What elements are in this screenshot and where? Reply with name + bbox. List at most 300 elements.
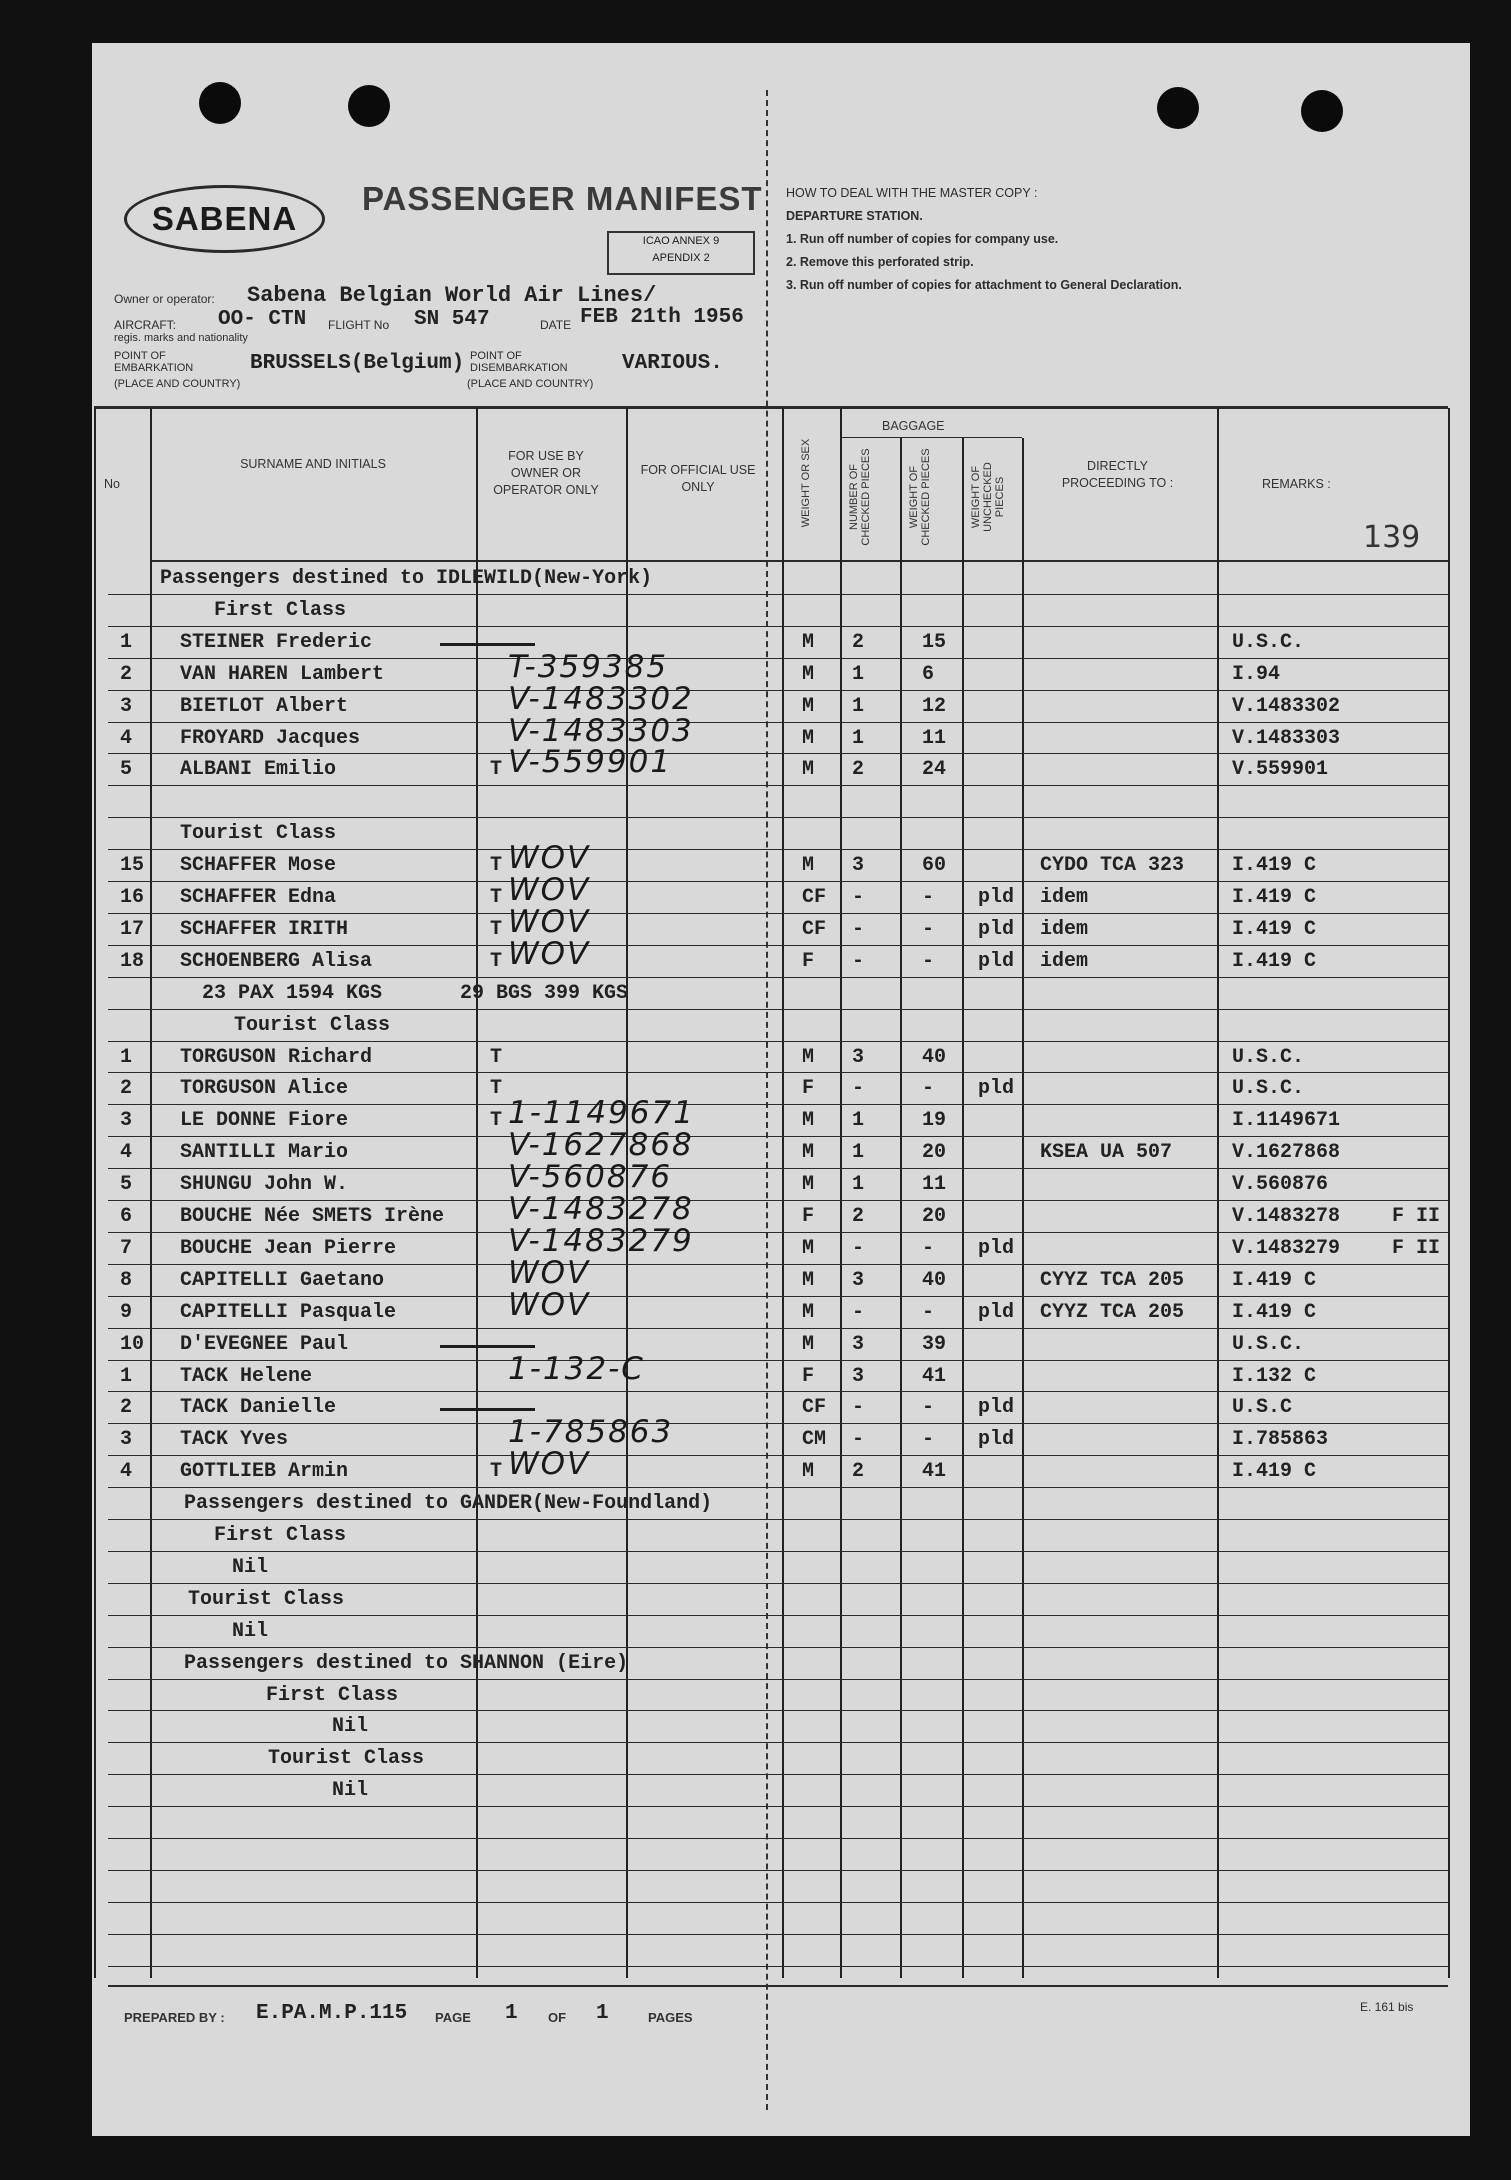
row-rule	[108, 817, 1448, 818]
bag-weight: 12	[922, 695, 947, 718]
baggage-divider	[840, 437, 1022, 438]
passenger-name: SANTILLI Mario	[180, 1141, 349, 1164]
passenger-name: SCHOENBERG Alisa	[180, 950, 373, 973]
bag-weight: -	[922, 1077, 935, 1100]
row-rule	[108, 1647, 1448, 1648]
weight-or-sex: CF	[802, 918, 827, 941]
row-number: 4	[120, 1460, 133, 1483]
row-rule	[108, 1360, 1448, 1361]
passenger-name: TACK Helene	[180, 1365, 313, 1388]
instructions-step-3: 3. Run off number of copies for attachment to General Declaration.	[786, 278, 1182, 292]
page-label: PAGE	[435, 2010, 471, 2025]
bag-weight: 6	[922, 663, 935, 686]
owner-handwritten: WOV	[508, 1446, 591, 1482]
dash-stroke	[440, 643, 535, 646]
row-rule	[108, 1455, 1448, 1456]
weight-or-sex: M	[802, 1109, 815, 1132]
bag-weight: 41	[922, 1365, 947, 1388]
remarks: I.785863	[1232, 1428, 1329, 1451]
regis-label: regis. marks and nationality	[114, 332, 248, 344]
bag-number: 3	[852, 1365, 865, 1388]
row-rule	[108, 1583, 1448, 1584]
disembark-value: VARIOUS.	[622, 352, 723, 375]
of-label: OF	[548, 2010, 567, 2025]
bag-number: -	[852, 918, 865, 941]
row-rule	[108, 1615, 1448, 1616]
bag-number: 2	[852, 1460, 865, 1483]
owner-handwritten: V-1483303	[508, 713, 694, 749]
passenger-name: BOUCHE Jean Pierre	[180, 1237, 397, 1260]
remarks: V.559901	[1232, 758, 1329, 781]
passenger-name: TORGUSON Alice	[180, 1077, 349, 1100]
bag-weight: 60	[922, 854, 947, 877]
row-rule	[108, 913, 1448, 914]
remarks: I.419 C	[1232, 1269, 1317, 1292]
remarks: U.S.C.	[1232, 1077, 1305, 1100]
passenger-name: FROYARD Jacques	[180, 727, 361, 750]
remarks: I.94	[1232, 663, 1281, 686]
row-rule	[108, 1838, 1448, 1839]
row-number: 3	[120, 695, 133, 718]
section-label: Nil	[332, 1779, 369, 1802]
passenger-name: TACK Danielle	[180, 1396, 337, 1419]
date-value: FEB 21th 1956	[580, 306, 744, 329]
bag-unchecked: pld	[978, 1428, 1015, 1451]
weight-or-sex: M	[802, 663, 815, 686]
weight-or-sex: M	[802, 1173, 815, 1196]
weight-or-sex: M	[802, 1333, 815, 1356]
icao-annex: ICAO ANNEX 9	[642, 235, 720, 247]
remarks-extra: F II	[1392, 1205, 1441, 1228]
section-label: Tourist Class	[188, 1588, 345, 1611]
passenger-name: SHUNGU John W.	[180, 1173, 349, 1196]
row-number: 9	[120, 1301, 133, 1324]
col-official: FOR OFFICIAL USE ONLY	[640, 463, 756, 494]
section-label: Tourist Class	[234, 1014, 391, 1037]
row-number: 6	[120, 1205, 133, 1228]
bag-number: -	[852, 1301, 865, 1324]
remarks: I.419 C	[1232, 854, 1317, 877]
page-value: 1	[505, 2002, 518, 2025]
owner-handwritten: V-1483278	[508, 1191, 694, 1227]
row-rule	[108, 1742, 1448, 1743]
bag-weight: -	[922, 918, 935, 941]
remarks: V.1483278	[1232, 1205, 1341, 1228]
row-number: 3	[120, 1428, 133, 1451]
owner-handwritten: V-1483302	[508, 681, 694, 717]
instructions	[786, 182, 1182, 297]
weight-or-sex: F	[802, 950, 815, 973]
col-bag-number: NUMBER OF CHECKED PIECES	[848, 448, 872, 546]
page-title: PASSENGER MANIFEST	[362, 180, 763, 217]
bag-number: 2	[852, 631, 865, 654]
bag-number: 2	[852, 1205, 865, 1228]
owner-handwritten: WOV	[508, 1255, 591, 1291]
row-rule	[108, 1391, 1448, 1392]
bag-weight: 40	[922, 1269, 947, 1292]
weight-or-sex: M	[802, 727, 815, 750]
bag-unchecked: pld	[978, 1237, 1015, 1260]
remarks: I.419 C	[1232, 918, 1317, 941]
remarks: I.419 C	[1232, 1301, 1317, 1324]
weight-or-sex: M	[802, 1046, 815, 1069]
bag-weight: 11	[922, 1173, 947, 1196]
row-number: 1	[120, 631, 133, 654]
row-rule	[108, 1423, 1448, 1424]
bag-number: -	[852, 1237, 865, 1260]
passenger-name: ALBANI Emilio	[180, 758, 337, 781]
owner-handwritten: 1-785863	[508, 1414, 674, 1450]
row-rule	[108, 1264, 1448, 1265]
section-label: Passengers destined to SHANNON (Eire)	[184, 1652, 629, 1675]
row-number: 5	[120, 758, 133, 781]
bag-unchecked: pld	[978, 1396, 1015, 1419]
row-number: 2	[120, 1396, 133, 1419]
col-no: No	[104, 477, 120, 491]
owner-mark: T	[490, 854, 503, 877]
weight-or-sex: M	[802, 1301, 815, 1324]
row-number: 2	[120, 1077, 133, 1100]
proceeding-to: idem	[1040, 918, 1089, 941]
bag-weight: -	[922, 886, 935, 909]
section-label: First Class	[214, 599, 347, 622]
bag-number: 1	[852, 727, 865, 750]
operator-value: Sabena Belgian World Air Lines/	[247, 283, 657, 308]
owner-handwritten: 1-1149671	[508, 1095, 695, 1131]
row-rule	[108, 1774, 1448, 1775]
bag-number: 2	[852, 758, 865, 781]
row-rule	[108, 977, 1448, 978]
passenger-name: SCHAFFER Edna	[180, 886, 337, 909]
bag-weight: 11	[922, 727, 947, 750]
row-number: 5	[120, 1173, 133, 1196]
bag-number: 1	[852, 1173, 865, 1196]
owner-mark: T	[490, 1109, 503, 1132]
weight-or-sex: CF	[802, 1396, 827, 1419]
form-code: E. 161 bis	[1360, 2000, 1414, 2014]
passenger-name: BIETLOT Albert	[180, 695, 349, 718]
punch-hole-icon	[199, 82, 241, 124]
weight-or-sex: M	[802, 854, 815, 877]
row-rule	[108, 1136, 1448, 1137]
section-label: First Class	[214, 1524, 347, 1547]
weight-or-sex: M	[802, 1460, 815, 1483]
row-rule	[108, 1902, 1448, 1903]
weight-or-sex: M	[802, 695, 815, 718]
col-bag-weight: WEIGHT OF CHECKED PIECES	[908, 448, 932, 546]
dash-stroke	[440, 1345, 535, 1348]
col-weight-sex: WEIGHT OR SEX	[800, 438, 812, 528]
section-label: Passengers destined to GANDER(New-Foundland)	[184, 1492, 713, 1515]
bag-weight: -	[922, 1301, 935, 1324]
page-number-stamp: 139	[1363, 520, 1421, 555]
row-number: 1	[120, 1365, 133, 1388]
remarks: I.419 C	[1232, 950, 1317, 973]
bag-unchecked: pld	[978, 886, 1015, 909]
owner-handwritten: V-1627868	[508, 1127, 694, 1163]
bag-number: 3	[852, 1269, 865, 1292]
row-rule	[108, 1041, 1448, 1042]
bag-weight: 39	[922, 1333, 947, 1356]
owner-mark: T	[490, 886, 503, 909]
bag-weight: -	[922, 1237, 935, 1260]
row-rule	[108, 1710, 1448, 1711]
bag-weight: -	[922, 1428, 935, 1451]
aircraft-value: OO- CTN	[218, 308, 307, 331]
row-number: 3	[120, 1109, 133, 1132]
passenger-name: BOUCHE Née SMETS Irène	[180, 1205, 445, 1228]
row-rule	[108, 1966, 1448, 1967]
row-rule	[108, 881, 1448, 882]
remarks: U.S.C.	[1232, 1046, 1305, 1069]
row-rule	[108, 1168, 1448, 1169]
col-baggage: BAGGAGE	[882, 419, 945, 433]
row-number: 2	[120, 663, 133, 686]
remarks: U.S.C.	[1232, 1333, 1305, 1356]
row-rule	[108, 1200, 1448, 1201]
row-rule	[108, 1009, 1448, 1010]
remarks: I.1149671	[1232, 1109, 1341, 1132]
bag-weight: 15	[922, 631, 947, 654]
row-rule	[108, 1104, 1448, 1105]
bag-weight: -	[922, 950, 935, 973]
remarks: I.132 C	[1232, 1365, 1317, 1388]
bag-weight: -	[922, 1396, 935, 1419]
owner-mark: T	[490, 918, 503, 941]
passenger-name: SCHAFFER IRITH	[180, 918, 349, 941]
owner-handwritten: WOV	[508, 1287, 591, 1323]
bag-weight: 41	[922, 1460, 947, 1483]
weight-or-sex: M	[802, 758, 815, 781]
owner-handwritten: WOV	[508, 936, 591, 972]
section-label: Tourist Class	[268, 1747, 425, 1770]
row-rule	[108, 1072, 1448, 1073]
embark-value: BRUSSELS(Belgium)	[250, 352, 465, 375]
row-rule	[108, 722, 1448, 723]
icao-appendix: APENDIX 2	[652, 252, 710, 264]
proceeding-to: idem	[1040, 886, 1089, 909]
bag-weight: 19	[922, 1109, 947, 1132]
punch-hole-icon	[1157, 87, 1199, 129]
aircraft-label: AIRCRAFT:	[114, 318, 177, 332]
operator-label: Owner or operator:	[114, 292, 215, 306]
disembark-label: POINT OF DISEMBARKATION	[470, 350, 568, 374]
remarks: V.1483279	[1232, 1237, 1341, 1260]
owner-mark: T	[490, 1077, 503, 1100]
row-rule	[108, 1679, 1448, 1680]
weight-or-sex: M	[802, 1269, 815, 1292]
weight-or-sex: M	[802, 631, 815, 654]
weight-or-sex: F	[802, 1077, 815, 1100]
pages-label: PAGES	[648, 2010, 693, 2025]
bag-number: -	[852, 1077, 865, 1100]
remarks: V.560876	[1232, 1173, 1329, 1196]
instructions-step-2: 2. Remove this perforated strip.	[786, 255, 974, 269]
remarks: U.S.C.	[1232, 631, 1305, 654]
section-label: Passengers destined to IDLEWILD(New-York)	[160, 567, 653, 590]
bag-number: -	[852, 886, 865, 909]
owner-handwritten: 1-132-C	[508, 1351, 645, 1387]
row-rule	[108, 1806, 1448, 1807]
row-rule	[108, 626, 1448, 627]
passenger-name: VAN HAREN Lambert	[180, 663, 385, 686]
table-top-border	[94, 406, 1448, 409]
section-label: 23 PAX 1594 KGS	[202, 982, 383, 1005]
footer-rule	[108, 1985, 1448, 1987]
remarks: V.1483303	[1232, 727, 1341, 750]
punch-hole-icon	[348, 85, 390, 127]
bag-weight: 20	[922, 1205, 947, 1228]
embark-label: POINT OF EMBARKATION	[114, 350, 194, 374]
row-number: 18	[120, 950, 145, 973]
bag-number: 3	[852, 1046, 865, 1069]
passenger-name: TACK Yves	[180, 1428, 289, 1451]
col-owner: FOR USE BY OWNER OR OPERATOR ONLY	[493, 449, 599, 497]
passenger-name: D'EVEGNEE Paul	[180, 1333, 349, 1356]
bag-unchecked: pld	[978, 918, 1015, 941]
place-country-1: (PLACE AND COUNTRY)	[114, 378, 241, 390]
owner-mark: T	[490, 1460, 503, 1483]
section-label: Nil	[232, 1620, 269, 1643]
row-rule	[108, 753, 1448, 754]
section-label: Nil	[332, 1715, 369, 1738]
owner-handwritten: V-560876	[508, 1159, 673, 1195]
proceeding-to: idem	[1040, 950, 1089, 973]
header-bottom-border	[150, 560, 1448, 562]
bag-number: -	[852, 950, 865, 973]
weight-or-sex: F	[802, 1365, 815, 1388]
passenger-name: STEINER Frederic	[180, 631, 373, 654]
bag-weight: 20	[922, 1141, 947, 1164]
weight-or-sex: CM	[802, 1428, 827, 1451]
punch-hole-icon	[1301, 90, 1343, 132]
proceeding-to: CYYZ TCA 205	[1040, 1269, 1185, 1292]
owner-handwritten: WOV	[508, 840, 591, 876]
dash-stroke	[440, 1408, 535, 1411]
perforated-strip-line	[766, 90, 768, 2110]
proceeding-to: KSEA UA 507	[1040, 1141, 1173, 1164]
row-rule	[108, 1487, 1448, 1488]
row-rule	[108, 849, 1448, 850]
flight-label: FLIGHT No	[328, 318, 390, 332]
bag-unchecked: pld	[978, 1301, 1015, 1324]
prepared-label: PREPARED BY :	[124, 2010, 225, 2025]
remarks: I.419 C	[1232, 1460, 1317, 1483]
instructions-step-1: 1. Run off number of copies for company use.	[786, 232, 1059, 246]
remarks: I.419 C	[1232, 886, 1317, 909]
row-number: 8	[120, 1269, 133, 1292]
row-number: 16	[120, 886, 145, 909]
bag-number: 3	[852, 854, 865, 877]
owner-handwritten: WOV	[508, 872, 591, 908]
row-number: 4	[120, 727, 133, 750]
column-rule	[962, 438, 964, 1978]
row-rule	[108, 658, 1448, 659]
owner-handwritten: T-359385	[508, 649, 669, 685]
row-rule	[108, 785, 1448, 786]
row-number: 17	[120, 918, 145, 941]
section-label: 29 BGS 399 KGS	[460, 982, 629, 1005]
row-rule	[108, 1870, 1448, 1871]
row-number: 4	[120, 1141, 133, 1164]
bag-weight: 24	[922, 758, 947, 781]
column-rule	[94, 408, 96, 1978]
row-rule	[108, 945, 1448, 946]
owner-mark: T	[490, 950, 503, 973]
row-rule	[108, 1232, 1448, 1233]
flight-value: SN 547	[414, 308, 490, 331]
date-label: DATE	[540, 318, 572, 332]
place-country-2: (PLACE AND COUNTRY)	[467, 378, 594, 390]
passenger-name: CAPITELLI Pasquale	[180, 1301, 397, 1324]
bag-number: 1	[852, 663, 865, 686]
bag-unchecked: pld	[978, 950, 1015, 973]
row-number: 1	[120, 1046, 133, 1069]
row-number: 15	[120, 854, 145, 877]
col-remarks: REMARKS :	[1262, 477, 1331, 491]
icao-box	[607, 231, 755, 275]
bag-number: 1	[852, 1109, 865, 1132]
column-rule	[1448, 408, 1450, 1978]
owner-handwritten: WOV	[508, 904, 591, 940]
row-rule	[108, 1296, 1448, 1297]
remarks-extra: F II	[1392, 1237, 1441, 1260]
section-label: Nil	[232, 1556, 269, 1579]
weight-or-sex: F	[802, 1205, 815, 1228]
weight-or-sex: M	[802, 1141, 815, 1164]
row-rule	[108, 1519, 1448, 1520]
bag-number: 1	[852, 1141, 865, 1164]
owner-handwritten: V-559901	[508, 744, 673, 780]
row-rule	[108, 1551, 1448, 1552]
passenger-name: GOTTLIEB Armin	[180, 1460, 349, 1483]
section-label: Tourist Class	[180, 822, 337, 845]
col-bag-unchecked: WEIGHT OF UNCHECKED PIECES	[970, 462, 1006, 532]
col-proceeding: DIRECTLY PROCEEDING TO :	[1061, 459, 1174, 490]
bag-unchecked: pld	[978, 1077, 1015, 1100]
owner-handwritten: V-1483279	[508, 1223, 694, 1259]
bag-number: 1	[852, 695, 865, 718]
bag-weight: 40	[922, 1046, 947, 1069]
remarks: V.1627868	[1232, 1141, 1341, 1164]
instructions-subtitle: DEPARTURE STATION.	[786, 209, 923, 223]
prepared-value: E.PA.M.P.115	[256, 2002, 408, 2025]
passenger-name: TORGUSON Richard	[180, 1046, 373, 1069]
row-number: 10	[120, 1333, 145, 1356]
weight-or-sex: M	[802, 1237, 815, 1260]
proceeding-to: CYDO TCA 323	[1040, 854, 1185, 877]
remarks: U.S.C	[1232, 1396, 1293, 1419]
owner-mark: T	[490, 758, 503, 781]
sabena-logo: SABENA	[124, 185, 325, 253]
remarks: V.1483302	[1232, 695, 1341, 718]
bag-number: 3	[852, 1333, 865, 1356]
proceeding-to: CYYZ TCA 205	[1040, 1301, 1185, 1324]
row-rule	[108, 690, 1448, 691]
passenger-name: SCHAFFER Mose	[180, 854, 337, 877]
column-rule	[900, 438, 902, 1978]
row-rule	[108, 594, 1448, 595]
bag-number: -	[852, 1428, 865, 1451]
owner-mark: T	[490, 1046, 503, 1069]
row-rule	[108, 1328, 1448, 1329]
weight-or-sex: CF	[802, 886, 827, 909]
bag-number: -	[852, 1396, 865, 1419]
column-rule	[1022, 438, 1024, 1978]
row-rule	[108, 1934, 1448, 1935]
col-surname: SURNAME AND INITIALS	[240, 457, 386, 471]
section-label: First Class	[266, 1684, 399, 1707]
